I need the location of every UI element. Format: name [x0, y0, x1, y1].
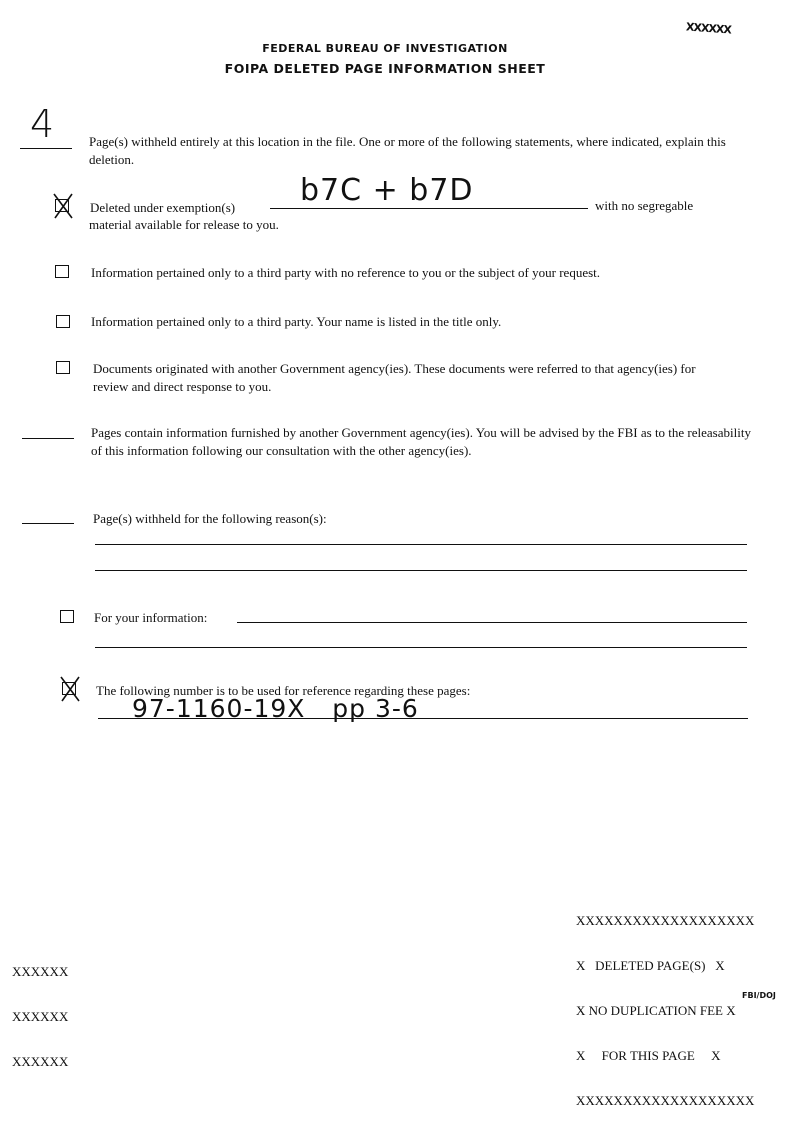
fyi-statement: For your information:: [94, 610, 208, 625]
furnished-count-line: [22, 438, 74, 439]
other-agency-statement: Documents originated with another Government agency(ies). These documents were referred to that agency(ies) for review and direct response to you.: [93, 361, 696, 394]
exemption-blank-line: [270, 208, 588, 209]
third-party-title-statement: Information pertained only to a third party. Your name is listed in the title only.: [91, 314, 502, 329]
check-x-icon: [52, 192, 74, 220]
third-party-no-ref-checkbox[interactable]: [55, 265, 69, 278]
agency-title: FEDERAL BUREAU OF INVESTIGATION: [262, 42, 508, 55]
fyi-line-1: [237, 622, 747, 623]
reference-checkbox[interactable]: [62, 682, 76, 695]
deleted-exemption-label: Deleted under exemption(s): [90, 200, 236, 215]
withheld-entirely-statement: Page(s) withheld entirely at this location in the file. One or more of the following statements, where indicated, explain this deletion.: [89, 134, 726, 167]
other-agency-checkbox[interactable]: [56, 361, 70, 374]
left-stamp-line-1: XXXXXX: [12, 964, 69, 979]
stamp-line-2: X DELETED PAGE(S) X: [576, 958, 725, 973]
footer-code: FBI/DOJ: [742, 991, 776, 1000]
stamp-line-1: XXXXXXXXXXXXXXXXXXX: [576, 913, 755, 928]
exemption-codes: b7C + b7D: [300, 173, 474, 208]
deleted-exemption-suffix: with no segregable: [595, 198, 694, 213]
third-party-no-ref-statement: Information pertained only to a third party with no reference to you or the subject of your request.: [91, 265, 601, 280]
fyi-checkbox[interactable]: [60, 610, 74, 623]
left-redaction-stamp: [12, 934, 68, 1084]
left-stamp-line-3: XXXXXX: [12, 1054, 69, 1069]
furnished-statement: Pages contain information furnished by another Government agency(ies). You will be advised by the FBI as to the releasability of this information following our consultation with the other agency(ies).: [91, 425, 751, 458]
check-x-icon: [59, 675, 81, 703]
reference-statement: The following number is to be used for reference regarding these pages:: [96, 683, 471, 698]
reason-line-1: [95, 544, 747, 545]
third-party-title-checkbox[interactable]: [56, 315, 70, 328]
corner-redaction-mark: XXXXXX: [685, 20, 732, 37]
reasons-statement: Page(s) withheld for the following reason(s):: [93, 511, 327, 526]
deleted-exemption-checkbox[interactable]: [55, 199, 69, 212]
stamp-line-5: XXXXXXXXXXXXXXXXXXX: [576, 1093, 755, 1108]
form-title: FOIPA DELETED PAGE INFORMATION SHEET: [224, 61, 546, 76]
reasons-count-line: [22, 523, 74, 524]
fyi-line-2: [95, 647, 747, 648]
reason-line-2: [95, 570, 747, 571]
withheld-count: 4: [30, 102, 55, 146]
deleted-exemption-line2: material available for release to you.: [89, 217, 279, 232]
reference-number: 97-1160-19X pp 3-6: [132, 694, 419, 723]
left-stamp-line-2: XXXXXX: [12, 1009, 69, 1024]
stamp-line-3: X NO DUPLICATION FEE X: [576, 1003, 736, 1018]
deleted-pages-stamp: [576, 883, 754, 1123]
stamp-line-4: X FOR THIS PAGE X: [576, 1048, 721, 1063]
withheld-count-line: [20, 148, 72, 149]
